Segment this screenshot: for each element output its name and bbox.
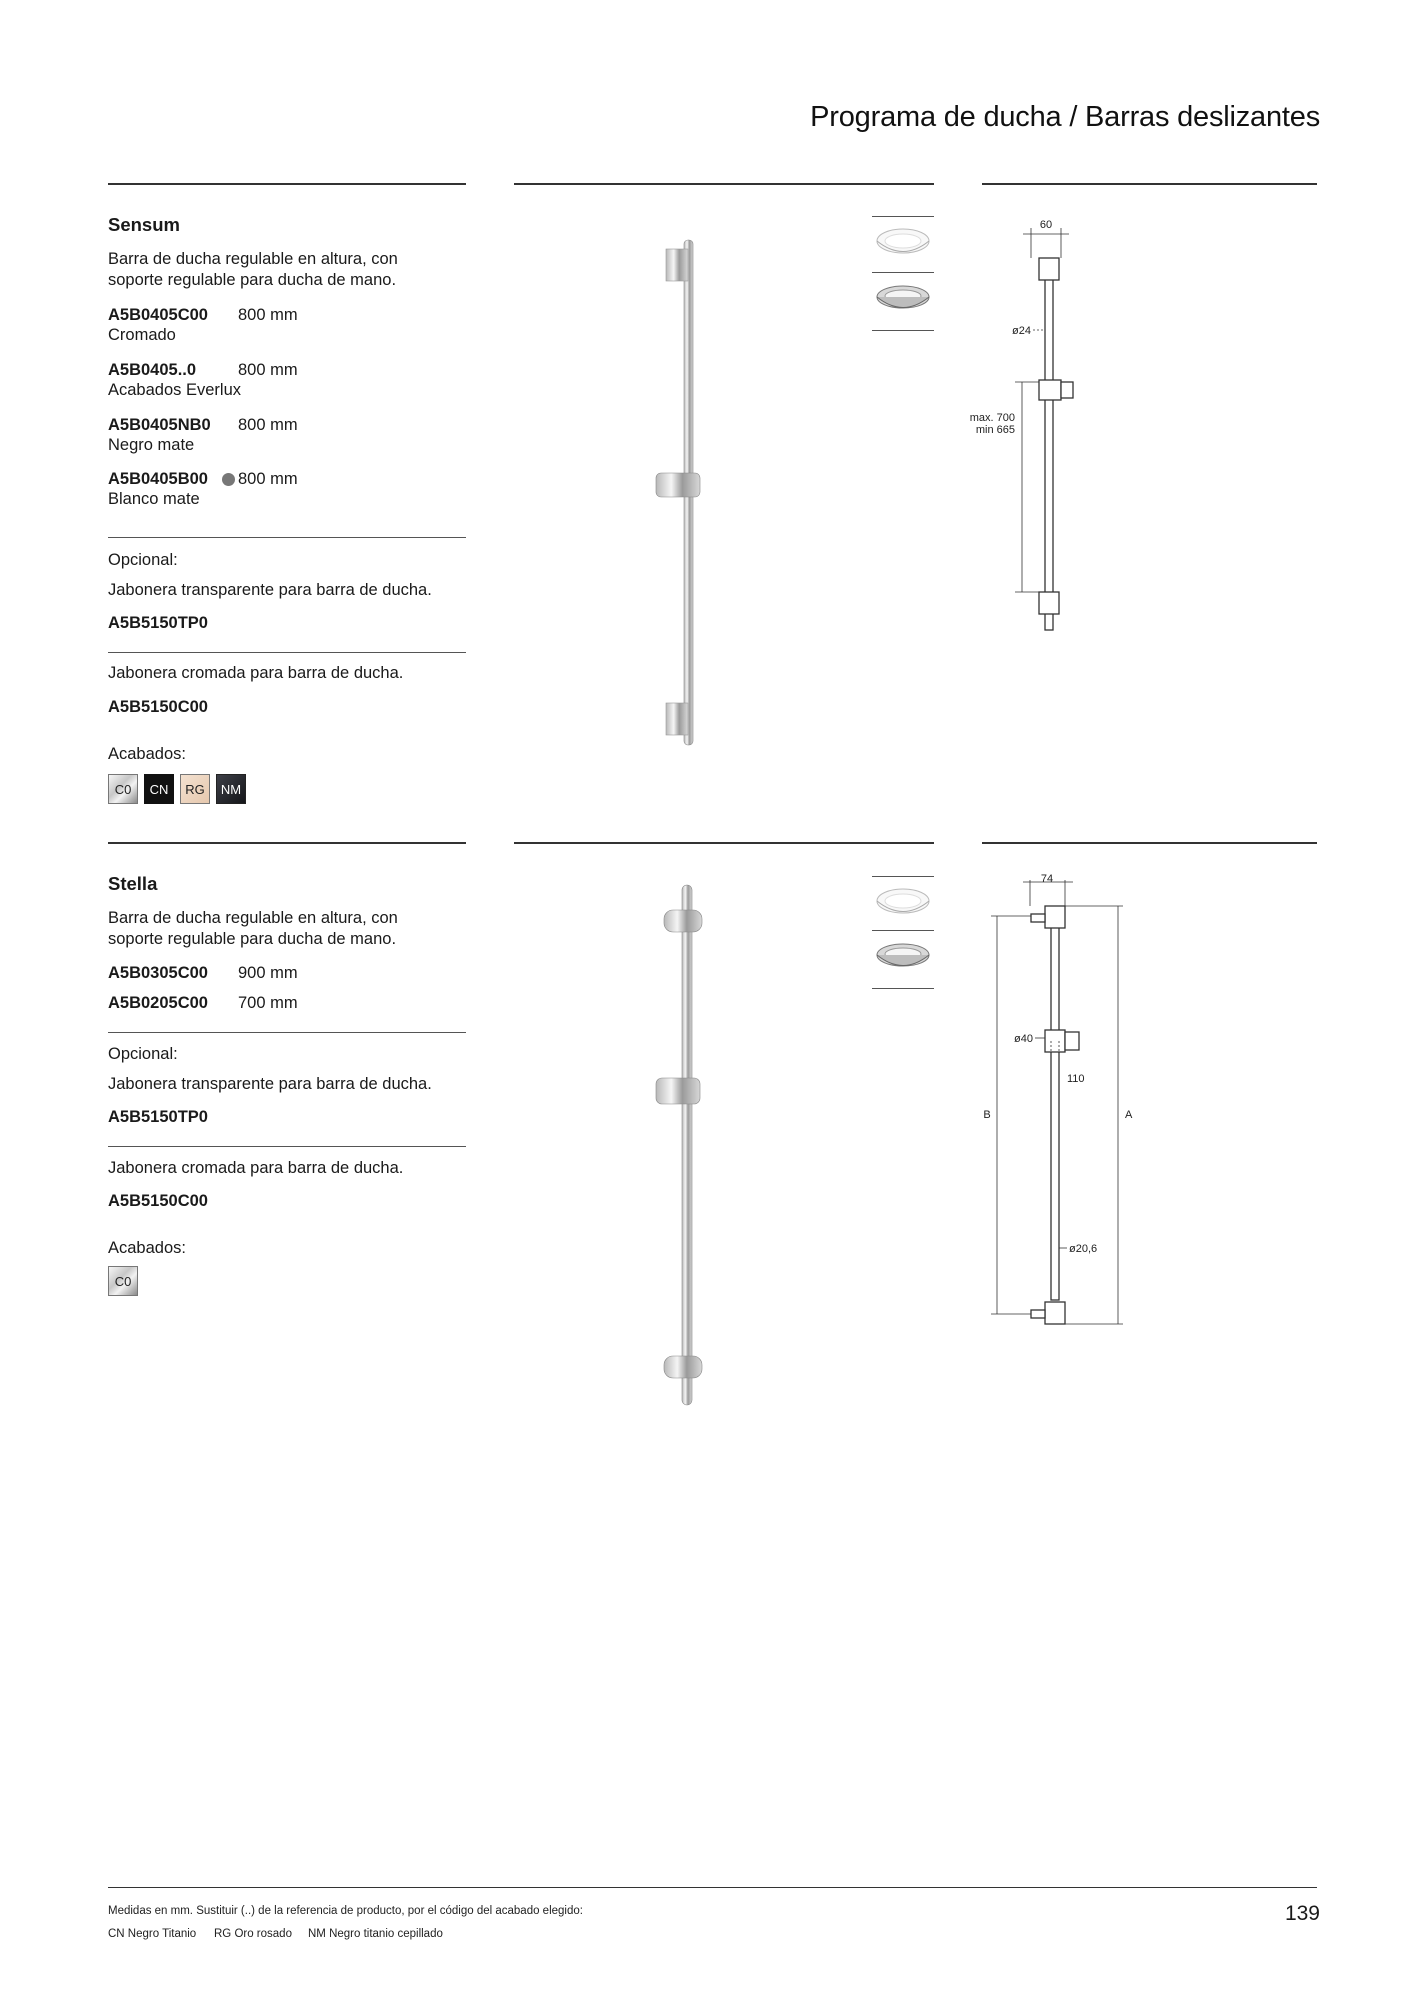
page-title: Programa de ducha / Barras deslizantes (810, 101, 1320, 133)
product-code: A5B0405..0 (108, 361, 197, 379)
product-size: 800 mm (238, 361, 298, 379)
stella-shower-bar-image (640, 880, 720, 1410)
section-divider (514, 183, 934, 185)
dimension-diameter: ø24 (1012, 325, 1031, 337)
accessory-description: Jabonera cromada para barra de ducha. (108, 1159, 404, 1177)
footer-note: Medidas en mm. Sustituir (..) de la referencia de producto, por el código del acabado elegido: (108, 1905, 583, 1917)
accessory-code: A5B5150TP0 (108, 614, 208, 632)
accessory-code: A5B5150TP0 (108, 1108, 208, 1126)
product-description: Barra de ducha regulable en altura, con soporte regulable para ducha de mano. (108, 250, 398, 289)
divider (108, 1032, 466, 1033)
dimension-offset: 110 (1067, 1073, 1085, 1085)
product-code: A5B0405NB0 (108, 416, 211, 434)
divider (872, 272, 934, 273)
section-divider (514, 842, 934, 844)
finishes-label: Acabados: (108, 1239, 186, 1257)
section-divider (108, 842, 466, 844)
finish-swatch-cn: CN (144, 774, 174, 804)
product-size: 800 mm (238, 416, 298, 434)
divider (108, 537, 466, 538)
product-name: Sensum (108, 214, 180, 235)
footer-legend-item: RG Oro rosado (214, 1928, 292, 1940)
section-divider (982, 183, 1317, 185)
product-finish: Cromado (108, 326, 176, 344)
stella-technical-drawing (975, 870, 1155, 1340)
finish-swatch-nm: NM (216, 774, 246, 804)
accessory-description: Jabonera transparente para barra de ducha. (108, 1075, 432, 1093)
finish-swatch-c0: C0 (108, 774, 138, 804)
chrome-soap-dish-image (874, 936, 932, 978)
section-divider (982, 842, 1317, 844)
product-size: 800 mm (238, 306, 298, 324)
dimension-range-max: max. 700 (969, 412, 1015, 424)
transparent-soap-dish-image (874, 222, 932, 264)
divider (108, 652, 466, 653)
product-code: A5B0205C00 (108, 994, 208, 1012)
product-finish: Acabados Everlux (108, 381, 241, 399)
sensum-shower-bar-image (640, 235, 720, 755)
dimension-bar-diameter: ø20,6 (1069, 1243, 1098, 1255)
section-divider (108, 183, 466, 185)
dimension-range-min: min 665 (975, 424, 1015, 436)
product-code: A5B0405C00 (108, 306, 208, 324)
accessory-description: Jabonera transparente para barra de ducha. (108, 581, 432, 599)
dimension-diameter: ø40 (1014, 1033, 1033, 1045)
product-size: 800 mm (238, 470, 298, 488)
transparent-soap-dish-image (874, 882, 932, 924)
divider (872, 876, 934, 877)
footer-divider (108, 1887, 1317, 1888)
divider (872, 330, 934, 331)
dimension-width: 74 (1040, 873, 1054, 885)
optional-label: Opcional: (108, 551, 178, 569)
new-product-icon (222, 473, 235, 486)
product-finish: Blanco mate (108, 490, 200, 508)
product-description: Barra de ducha regulable en altura, con soporte regulable para ducha de mano. (108, 909, 398, 948)
accessory-code: A5B5150C00 (108, 698, 208, 716)
accessory-description: Jabonera cromada para barra de ducha. (108, 664, 404, 682)
divider (872, 988, 934, 989)
sensum-technical-drawing (969, 210, 1125, 640)
accessory-code: A5B5150C00 (108, 1192, 208, 1210)
footer-legend-item: CN Negro Titanio (108, 1928, 197, 1940)
product-size: 900 mm (238, 964, 298, 982)
product-size: 700 mm (238, 994, 298, 1012)
product-finish: Negro mate (108, 436, 195, 454)
product-code: A5B0405B00 (108, 470, 208, 488)
finish-swatch-rg: RG (180, 774, 210, 804)
divider (108, 1146, 466, 1147)
chrome-soap-dish-image (874, 278, 932, 320)
page-number: 139 (1284, 1902, 1320, 1925)
optional-label: Opcional: (108, 1045, 178, 1063)
divider (872, 930, 934, 931)
divider (872, 216, 934, 217)
finishes-label: Acabados: (108, 745, 186, 763)
finish-swatch-c0: C0 (108, 1266, 138, 1296)
dimension-a: A (1125, 1109, 1133, 1121)
product-name: Stella (108, 873, 158, 894)
dimension-width: 60 (1039, 219, 1053, 231)
footer-legend-item: NM Negro titanio cepillado (308, 1928, 443, 1940)
dimension-b: B (983, 1109, 991, 1121)
product-code: A5B0305C00 (108, 964, 208, 982)
